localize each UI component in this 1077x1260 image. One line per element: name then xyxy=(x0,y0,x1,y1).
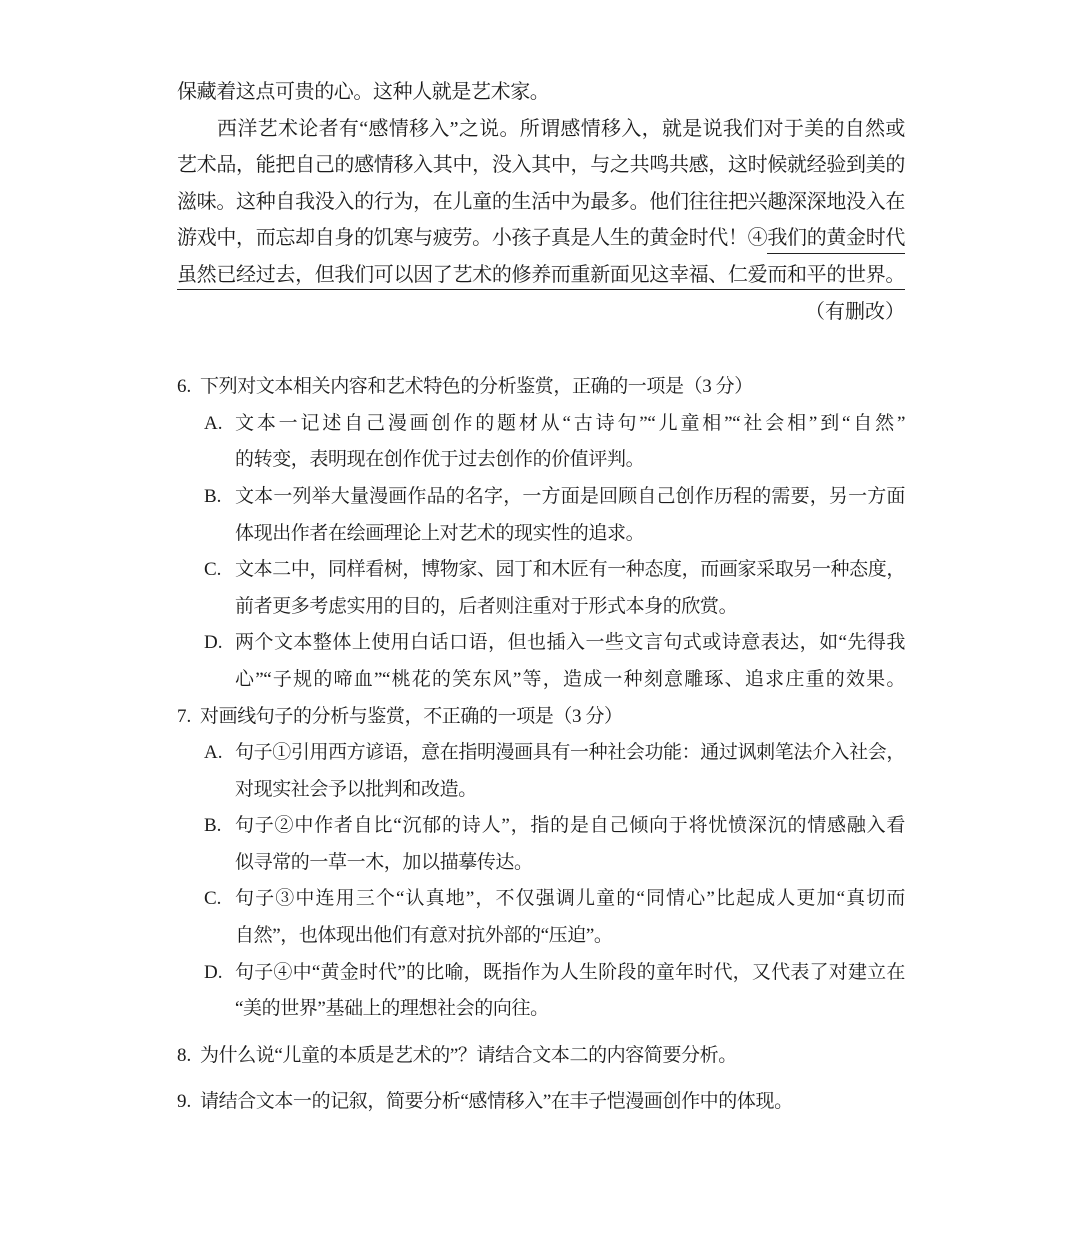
question-6 xyxy=(177,369,905,698)
option-line xyxy=(177,955,905,992)
question-stem-text: 下列对文本相关内容和艺术特色的分析鉴赏，正确的一项是（3 分） xyxy=(200,376,753,398)
option-text: 体现出作者在绘画理论上对艺术的现实性的追求。 xyxy=(235,522,645,544)
option-text: “美的世界”基础上的理想社会的向往。 xyxy=(235,998,549,1020)
passage-line xyxy=(177,74,905,111)
passage-text: 滋味。这种自我没入的行为，在儿童的生活中为最多。他们往往把兴趣深深地没入在 xyxy=(177,190,905,213)
option-text: 自然”，也体现出他们有意对抗外部的“压迫”。 xyxy=(235,925,613,947)
option-label: B. xyxy=(204,815,222,837)
option-line xyxy=(177,991,905,1028)
option-line xyxy=(177,552,905,589)
option-line xyxy=(177,589,905,626)
question-stem xyxy=(177,699,905,736)
question-7 xyxy=(177,699,905,1028)
option-text: 句子①引用西方谚语，意在指明漫画具有一种社会功能：通过讽刺笔法介入社会， xyxy=(235,742,905,764)
option-text: 句子④中“黄金时代”的比喻，既指作为人生阶段的童年时代，又代表了对建立在 xyxy=(235,961,905,983)
option-line xyxy=(177,881,905,918)
passage-text: 游戏中，而忘却自身的饥寒与疲劳。小孩子真是人生的黄金时代！④ xyxy=(177,227,768,250)
option-line xyxy=(177,808,905,845)
passage-underlined-text: 虽然已经过去，但我们可以因了艺术的修养而重新面见这幸福、仁爱而和平的世界。 xyxy=(177,264,905,291)
option-line xyxy=(177,516,905,553)
option-text: 文本二中，同样看树，博物家、园丁和木匠有一种态度，而画家采取另一种态度， xyxy=(235,559,905,581)
option-text: 句子②中作者自比“沉郁的诗人”，指的是自己倾向于将忧愤深沉的情感融入看 xyxy=(235,815,905,837)
option-line xyxy=(177,662,905,699)
question-stem xyxy=(177,1038,905,1075)
option-label: A. xyxy=(204,742,223,764)
question-stem-text: 为什么说“儿童的本质是艺术的”？请结合文本二的内容简要分析。 xyxy=(200,1044,737,1066)
option-line xyxy=(177,735,905,772)
option-text: 两个文本整体上使用白话口语，但也插入一些文言句式或诗意表达，如“先得我 xyxy=(235,632,905,654)
option-line xyxy=(177,442,905,479)
question-number: 8. xyxy=(177,1044,192,1066)
passage-text: 艺术品，能把自己的感情移入其中，没入其中，与之共鸣共感，这时候就经验到美的 xyxy=(177,154,905,177)
option-text: 的转变，表明现在创作优于过去创作的价值评判。 xyxy=(235,449,645,471)
option-line xyxy=(177,772,905,809)
option-label: C. xyxy=(204,559,222,581)
question-number: 6. xyxy=(177,376,192,398)
option-line xyxy=(177,406,905,443)
option-text: 句子③中连用三个“认真地”，不仅强调儿童的“同情心”比起成人更加“真切而 xyxy=(235,888,905,910)
passage-attribution: （有删改） xyxy=(805,300,905,323)
option-text: 前者更多考虑实用的目的，后者则注重对于形式本身的欣赏。 xyxy=(235,595,738,617)
option-line xyxy=(177,918,905,955)
option-label: D. xyxy=(204,632,223,654)
passage-line xyxy=(177,111,905,148)
option-label: C. xyxy=(204,888,222,910)
passage-line xyxy=(177,184,905,221)
option-line xyxy=(177,625,905,662)
question-9 xyxy=(177,1084,905,1121)
passage-line xyxy=(177,257,905,294)
option-line xyxy=(177,845,905,882)
question-8 xyxy=(177,1038,905,1075)
passage-line xyxy=(177,147,905,184)
option-line xyxy=(177,479,905,516)
question-stem-text: 对画线句子的分析与鉴赏，不正确的一项是（3 分） xyxy=(200,705,623,727)
question-stem xyxy=(177,369,905,406)
passage-line xyxy=(177,220,905,257)
passage-text: 保藏着这点可贵的心。这种人就是艺术家。 xyxy=(177,81,550,103)
question-number: 7. xyxy=(177,705,192,727)
option-label: B. xyxy=(204,485,222,507)
question-stem xyxy=(177,1084,905,1121)
option-text: 对现实社会予以批判和改造。 xyxy=(235,778,477,800)
passage xyxy=(177,74,905,294)
question-stem-text: 请结合文本一的记叙，简要分析“感情移入”在丰子恺漫画创作中的体现。 xyxy=(200,1091,793,1113)
question-number: 9. xyxy=(177,1091,192,1113)
option-text: 似寻常的一草一木，加以描摹传达。 xyxy=(235,851,533,873)
option-text: 文本一列举大量漫画作品的名字，一方面是回顾自己创作历程的需要，另一方面 xyxy=(235,485,905,507)
option-text: 心”“子规的啼血”“桃花的笑东风”等，造成一种刻意雕琢、追求庄重的效果。 xyxy=(235,668,905,690)
questions xyxy=(177,369,905,1121)
passage-underlined-text: 我们的黄金时代 xyxy=(767,227,905,254)
passage-text: 西洋艺术论者有“感情移入”之说。所谓感情移入，就是说我们对于美的自然或 xyxy=(217,117,905,140)
option-label: D. xyxy=(204,961,223,983)
option-text: 文本一记述自己漫画创作的题材从“古诗句”“儿童相”“社会相”到“自然” xyxy=(235,412,905,434)
option-label: A. xyxy=(204,412,223,434)
